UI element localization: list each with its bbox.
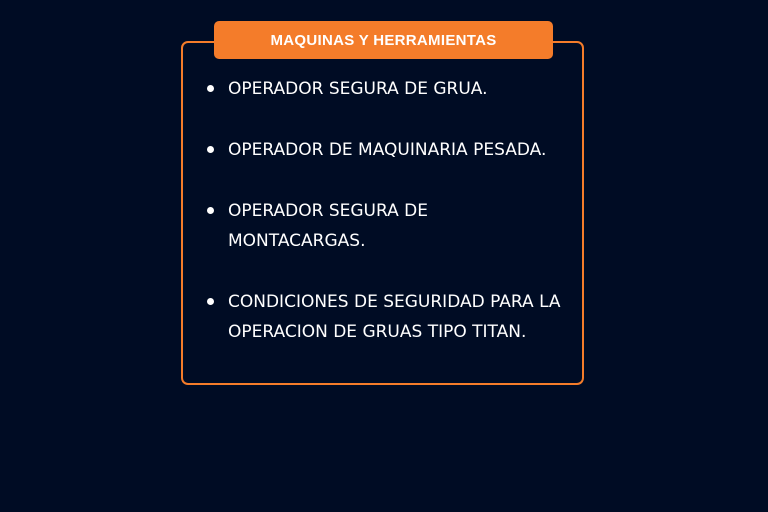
list-item-label: OPERADOR SEGURA DE MONTACARGAS.: [228, 201, 428, 251]
list-item-label: OPERADOR SEGURA DE GRUA.: [228, 79, 488, 99]
bullet-icon: [207, 85, 214, 92]
list-item-label: CONDICIONES DE SEGURIDAD PARA LA OPERACION DE GRUAS TIPO TITAN.: [228, 292, 561, 342]
header-title: MAQUINAS Y HERRAMIENTAS: [270, 31, 497, 49]
course-list: [206, 74, 576, 378]
list-item: [206, 74, 576, 104]
list-item: [206, 196, 478, 256]
bullet-icon: [207, 146, 214, 153]
list-item: [206, 135, 576, 165]
header-tab: [214, 21, 553, 59]
list-item-label: OPERADOR DE MAQUINARIA PESADA.: [228, 140, 547, 160]
bullet-icon: [207, 298, 214, 305]
list-item: [206, 287, 568, 347]
bullet-icon: [207, 207, 214, 214]
